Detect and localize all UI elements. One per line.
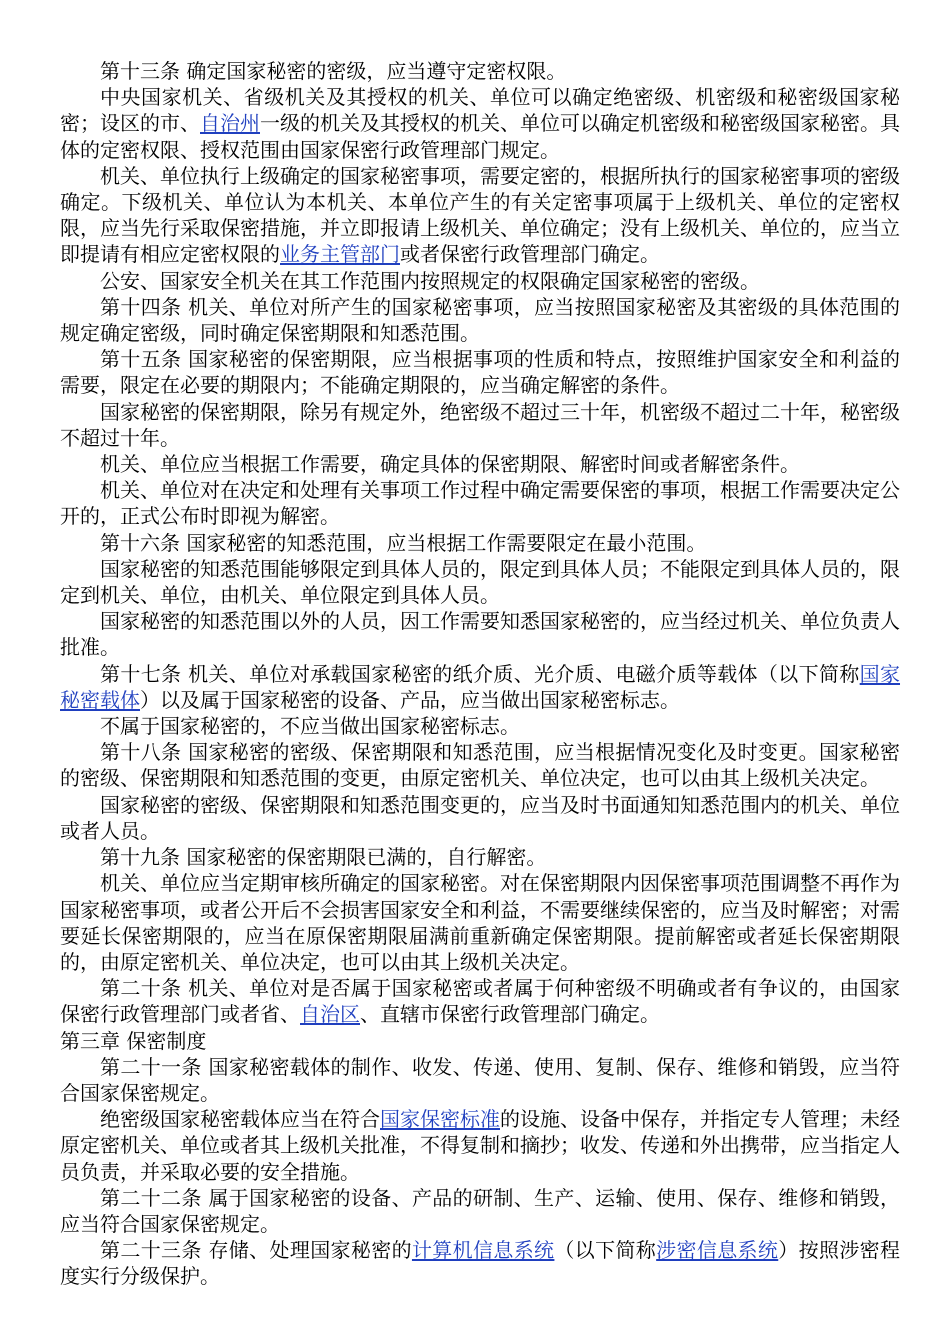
paragraph-text: 第十三条 确定国家秘密的密级，应当遵守定密权限。 [100,59,567,83]
paragraph [60,556,900,608]
paragraph-text: 国家秘密的知悉范围以外的人员，因工作需要知悉国家秘密的，应当经过机关、单位负责人批准。 [60,609,900,660]
paragraph [60,346,900,398]
paragraph-text: 第二十二条 属于国家秘密的设备、产品的研制、生产、运输、使用、保存、维修和销毁，应当符合国家保密规定。 [60,1185,900,1236]
paragraph-text: 第二十条 机关、单位对是否属于国家秘密或者属于何种密级不明确或者有争议的，由国家保密行政管理部门或者省、 [60,976,900,1027]
paragraph [60,399,900,451]
paragraph-text: 第二十三条 存储、处理国家秘密的 [100,1238,412,1263]
paragraph [60,661,900,713]
paragraph-text: 机关、单位执行上级确定的国家秘密事项，需要定密的，根据所执行的国家秘密事项的密级确定。下级机关、单位认为本机关、本单位产生的有关定密事项属于上级机关、单位的定密权限，应当先行采取保密措施，并立即报请上级机关、单位确定；没有上级机关、单位的，应当立即提请有相应定密权限的 [60,163,900,267]
paragraph-text: 、直辖市保密行政管理部门确定。 [360,1002,660,1027]
inline-link[interactable]: 涉密信息系统 [656,1238,779,1263]
paragraph-text: 第三章 保密制度 [60,1028,207,1053]
inline-link[interactable]: 自治州 [200,111,260,136]
inline-link[interactable]: 业务主管部门 [280,242,400,267]
paragraph [60,58,900,84]
paragraph [60,530,900,556]
paragraph-text: （以下简称 [554,1238,657,1263]
paragraph-text: 一级的机关及其授权的机关、单位可以确定机密级和秘密级国家秘密。具体的定密权限、授权范围由国家保密行政管理部门规定。 [60,111,900,162]
paragraph-text: ）以及属于国家秘密的设备、产品，应当做出国家秘密标志。 [140,687,680,712]
paragraph [60,84,900,163]
paragraph-text: 第十九条 国家秘密的保密期限已满的，自行解密。 [100,845,547,870]
paragraph-text: 第十八条 国家秘密的密级、保密期限和知悉范围，应当根据情况变化及时变更。国家秘密的密级、保密期限和知悉范围的变更，由原定密机关、单位决定，也可以由其上级机关决定。 [60,740,900,791]
paragraph-text: 绝密级国家秘密载体应当在符合 [100,1107,380,1132]
paragraph [60,713,900,739]
paragraph [60,844,900,870]
paragraph-text: 第十七条 机关、单位对承载国家秘密的纸介质、光介质、电磁介质等载体（以下简称 [100,661,860,686]
paragraph [60,294,900,346]
paragraph [60,1185,900,1237]
paragraph [60,870,900,975]
paragraph-text: 的设施、设备中保存，并指定专人管理；未经原定密机关、单位或者其上级机关批准，不得复制和摘抄；收发、传递和外出携带，应当指定人员负责，并采取必要的安全措施。 [60,1107,900,1184]
paragraph-text: 机关、单位应当根据工作需要，确定具体的保密期限、解密时间或者解密条件。 [100,452,800,477]
paragraph-text: 或者保密行政管理部门确定。 [400,242,660,267]
paragraph-text: ）按照涉密程度实行分级保护。 [60,1238,901,1289]
inline-link[interactable]: 自治区 [300,1002,360,1027]
paragraph [60,1237,900,1289]
chapter-heading [60,1028,900,1054]
paragraph [60,792,900,844]
paragraph [60,1106,900,1185]
paragraph [60,163,900,268]
paragraph-text: 国家秘密的知悉范围能够限定到具体人员的，限定到具体人员；不能限定到具体人员的，限定到机关、单位，由机关、单位限定到具体人员。 [60,556,900,608]
paragraph [60,608,900,660]
paragraph-text: 机关、单位应当定期审核所确定的国家秘密。对在保密期限内因保密事项范围调整不再作为国家秘密事项，或者公开后不会损害国家安全和利益，不需要继续保密的，应当及时解密；对需要延长保密期限的，应当在原保密期限届满前重新确定保密期限。提前解密或者延长保密期限的，由原定密机关、单位决定，也可以由其上级机关决定。 [60,871,900,974]
paragraph-text: 第十五条 国家秘密的保密期限，应当根据事项的性质和特点，按照维护国家安全和利益的需要，限定在必要的期限内；不能确定期限的，应当确定解密的条件。 [60,347,900,398]
paragraph-text: 公安、国家安全机关在其工作范围内按照规定的权限确定国家秘密的密级。 [100,268,760,293]
paragraph-text: 中央国家机关、省级机关及其授权的机关、单位可以确定绝密级、机密级和秘密级国家秘密；设区的市、 [60,85,900,136]
paragraph [60,451,900,477]
paragraph [60,975,900,1027]
document-body [60,58,900,1290]
paragraph-text: 第十四条 机关、单位对所产生的国家秘密事项，应当按照国家秘密及其密级的具体范围的规定确定密级，同时确定保密期限和知悉范围。 [60,294,900,346]
paragraph [60,268,900,294]
inline-link[interactable]: 国家保密标准 [380,1107,500,1132]
paragraph-text: 国家秘密的保密期限，除另有规定外，绝密级不超过三十年，机密级不超过二十年，秘密级不超过十年。 [60,399,900,450]
paragraph-text: 不属于国家秘密的，不应当做出国家秘密标志。 [100,714,520,739]
inline-link[interactable]: 国家秘密载体 [60,661,901,712]
paragraph [60,477,900,529]
inline-link[interactable]: 计算机信息系统 [411,1238,555,1263]
paragraph-text: 第二十一条 国家秘密载体的制作、收发、传递、使用、复制、保存、维修和销毁，应当符合国家保密规定。 [60,1054,900,1105]
paragraph-text: 机关、单位对在决定和处理有关事项工作过程中确定需要保密的事项，根据工作需要决定公开的，正式公布时即视为解密。 [60,478,900,529]
paragraph-text: 国家秘密的密级、保密期限和知悉范围变更的，应当及时书面通知知悉范围内的机关、单位或者人员。 [60,792,900,843]
paragraph-text: 第十六条 国家秘密的知悉范围，应当根据工作需要限定在最小范围。 [100,530,707,555]
paragraph [60,1054,900,1106]
paragraph [60,739,900,791]
